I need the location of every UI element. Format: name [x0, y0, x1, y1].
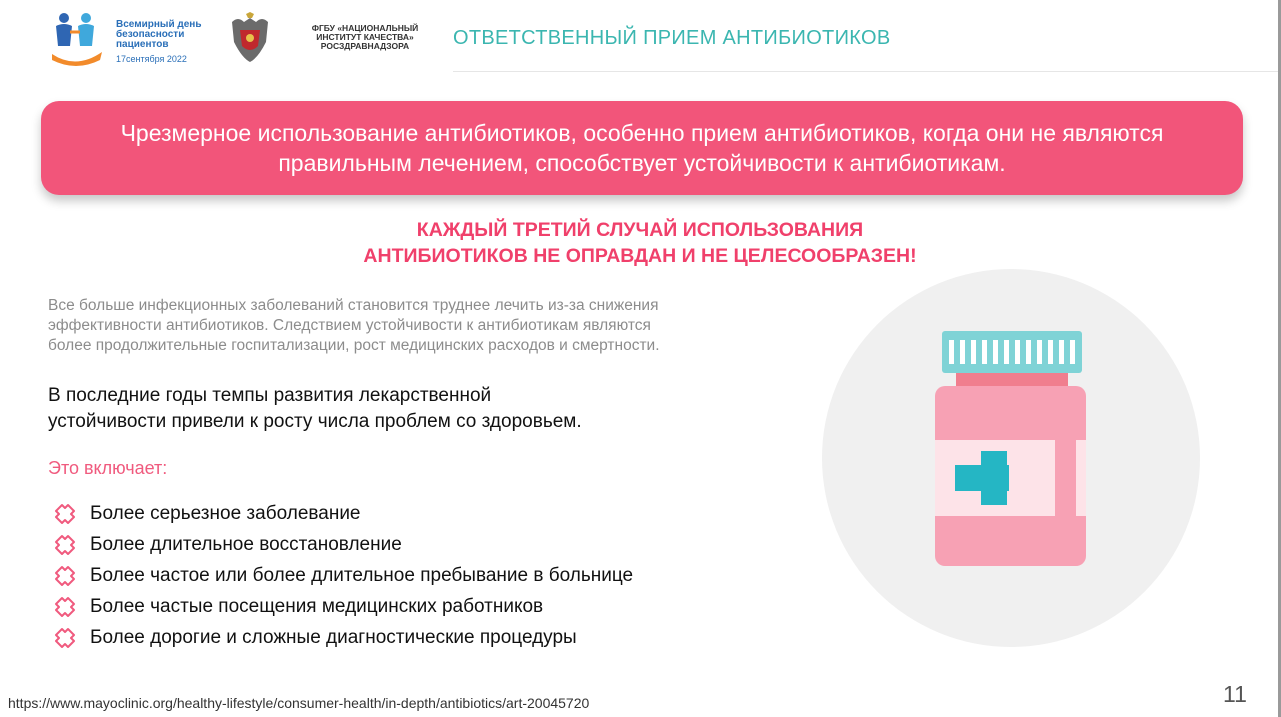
cross-outline-icon	[54, 627, 76, 649]
page-title: ОТВЕТСТВЕННЫЙ ПРИЕМ АНТИБИОТИКОВ	[453, 27, 891, 49]
list-item-text: Более серьезное заболевание	[90, 502, 361, 524]
warning-heading	[250, 217, 1030, 269]
warning-line: КАЖДЫЙ ТРЕТИЙ СЛУЧАЙ ИСПОЛЬЗОВАНИЯ	[416, 219, 864, 241]
cross-outline-icon	[54, 534, 76, 556]
list-item	[54, 529, 633, 560]
list-item	[54, 498, 633, 529]
logo-day-date: 17сентября 2022	[116, 54, 187, 64]
cross-outline-icon	[54, 503, 76, 525]
list-item	[54, 560, 633, 591]
patient-safety-day-logo	[50, 10, 210, 68]
source-link[interactable]: https://www.mayoclinic.org/healthy-lifestyle/consumer-health/in-depth/antibiotics/art-20045720	[8, 695, 590, 711]
intro-paragraph-gray	[48, 296, 768, 356]
list-item	[54, 622, 633, 653]
list-item-text: Более длительное восстановление	[90, 533, 402, 555]
intro-dark-line: В последние годы темпы развития лекарственной	[48, 385, 492, 406]
institute-logo-text: ФГБУ «НАЦИОНАЛЬНЫЙ ИНСТИТУТ КАЧЕСТВА» РОСЗДРАВНАДЗОРА	[311, 23, 419, 51]
key-message-banner	[41, 101, 1243, 195]
banner-line: Чрезмерное использование антибиотиков, особенно прием антибиотиков, когда они не являются	[120, 120, 1164, 146]
includes-label: Это включает:	[48, 458, 168, 478]
intro-gray-line: более продолжительные госпитализации, рост медицинских расходов и смертности.	[48, 337, 660, 354]
cross-outline-icon	[54, 596, 76, 618]
pill-bottle-icon	[821, 268, 1201, 648]
warning-line: АНТИБИОТИКОВ НЕ ОПРАВДАН И НЕ ЦЕЛЕСООБРАЗЕН!	[363, 245, 917, 267]
list-item-text: Более дорогие и сложные диагностические процедуры	[90, 626, 577, 648]
list-item	[54, 591, 633, 622]
header-divider	[453, 71, 1278, 72]
banner-line: правильным лечением, способствует устойчивости к антибиотикам.	[278, 150, 1006, 176]
intro-gray-line: Все больше инфекционных заболеваний становится труднее лечить из-за снижения	[48, 297, 659, 314]
list-item-text: Более частые посещения медицинских работников	[90, 595, 544, 617]
page-number: 11	[1223, 681, 1247, 707]
intro-gray-line: эффективности антибиотиков. Следствием устойчивости к антибиотикам являются	[48, 317, 651, 334]
list-item-text: Более частое или более длительное пребывание в больнице	[90, 564, 634, 586]
intro-paragraph-dark	[48, 383, 768, 435]
cross-outline-icon	[54, 565, 76, 587]
intro-dark-line: устойчивости привели к росту числа проблем со здоровьем.	[48, 411, 582, 432]
coat-of-arms-icon	[228, 12, 272, 64]
consequences-list	[54, 498, 633, 653]
logo-day-text: Всемирный день безопасности пациентов	[116, 19, 202, 50]
